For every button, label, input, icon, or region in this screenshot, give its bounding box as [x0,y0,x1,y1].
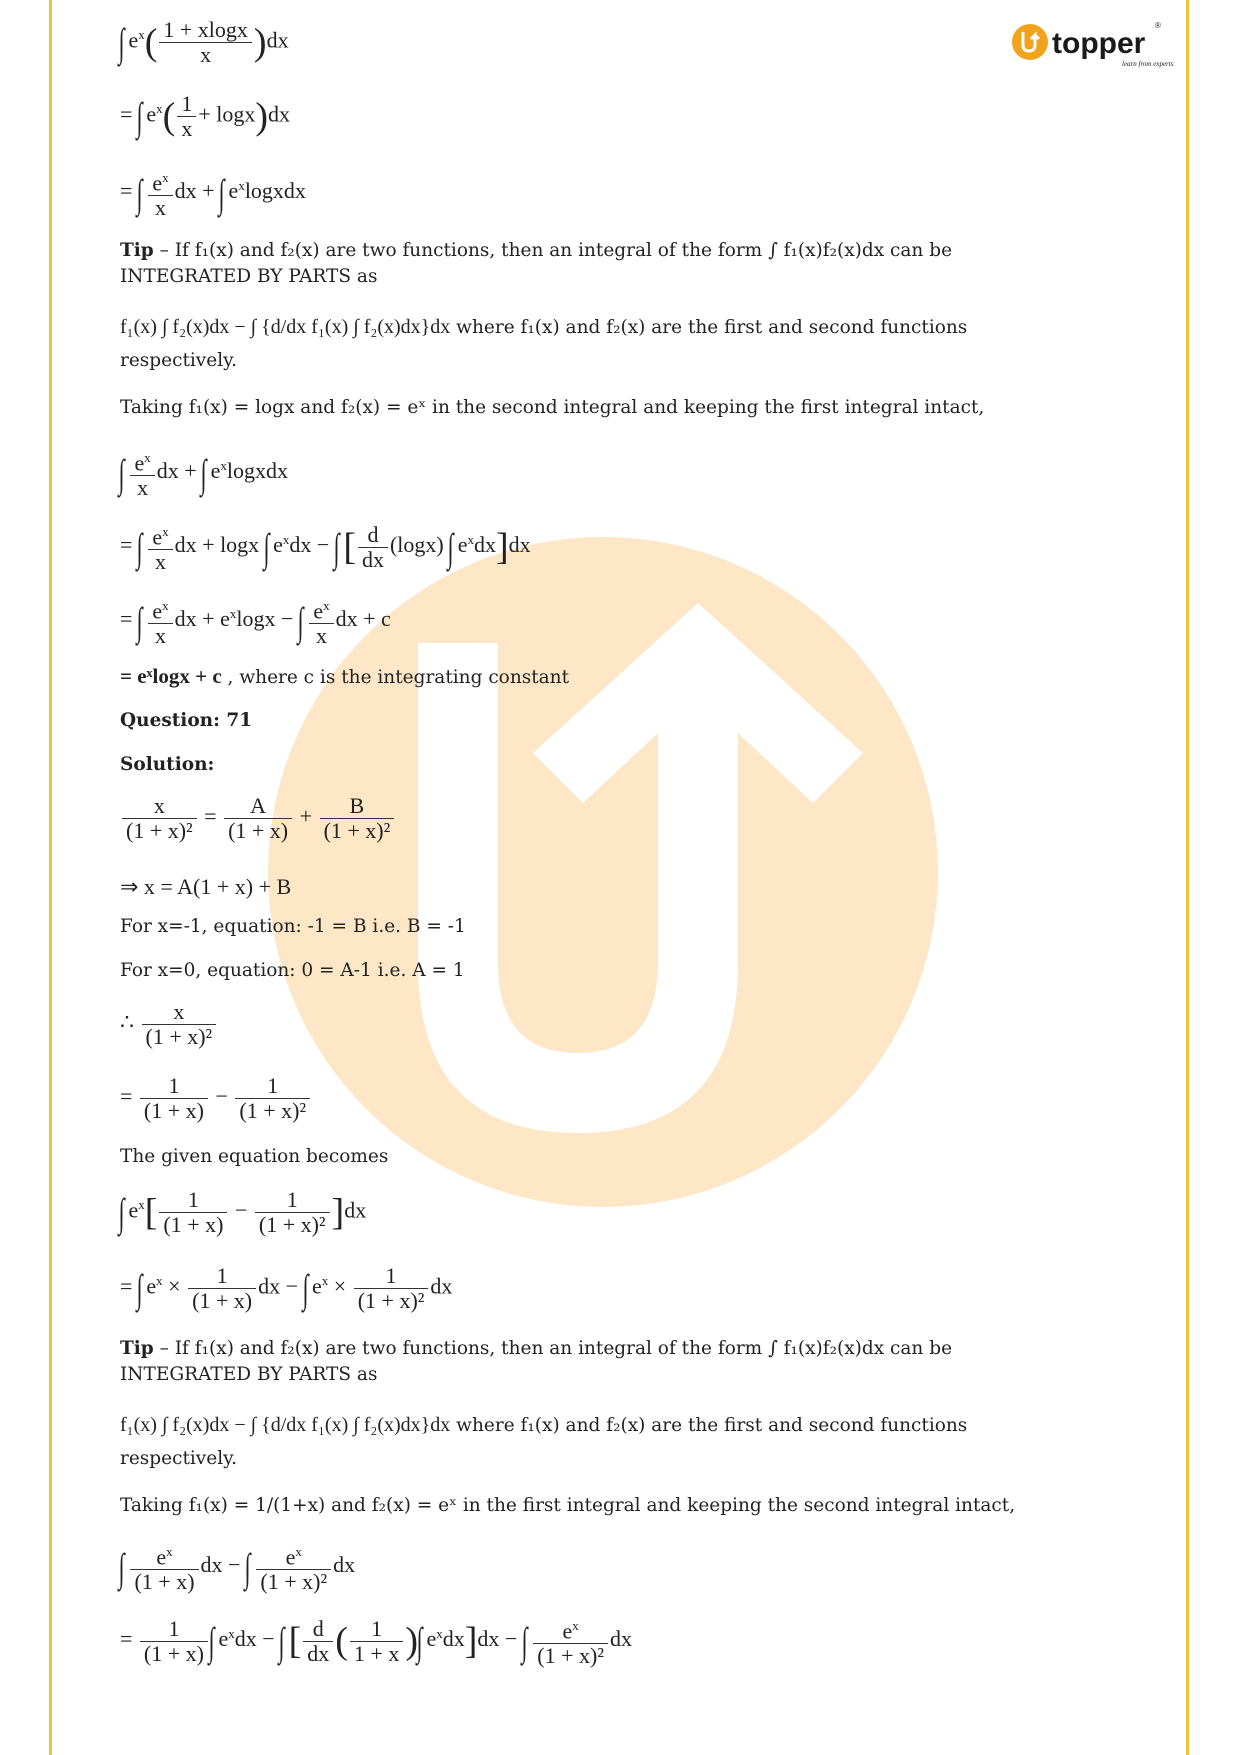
parts-formula: f₁(x) ∫ f₂(x)dx − ∫ {d/dx f₁(x) ∫ f₂(x)dx}dx where f₁(x) and f₂(x) are the first and second functions [120,316,968,338]
equation-line: For x=-1, equation: -1 = B i.e. B = -1 [120,916,466,937]
tip-text: Tip – If f₁(x) and f₂(x) are two functions, then an integral of the form ∫ f₁(x)f₂(x)dx can be [120,240,953,261]
solution-heading: Solution: [120,754,215,775]
equation-line: ∫ $e^x$( $\frac{1 + xlogx}{x}$ )dx [118,17,289,67]
svg-text:learn from experts: learn from experts [1122,60,1174,68]
tip-text-continued: INTEGRATED BY PARTS as [120,266,378,287]
result-line: = eˣlogx + c , where c is the integrating constant [120,664,570,688]
respectively-text: respectively. [120,1448,237,1469]
taking-text: Taking f₁(x) = logx and f₂(x) = eˣ in the second integral and keeping the first integral intact, [120,397,985,418]
right-border [1186,0,1189,1755]
equation-line: = $\frac{1}{(1 + x)}$ − $\frac{1}{\text{(1 + x)²}}$ [120,1074,312,1123]
given-text: The given equation becomes [120,1146,389,1167]
equation-line: ∫ $e^x$[ $\frac{1}{(1 + x)}$ − $\frac{1}{\text{(1 + x)²}}$ ]dx [118,1187,367,1237]
equation-line: $\frac{x}{\text{(1 + x)²}}$ = $\frac{A}{(1 + x)}$ + $\frac{B}{\text{(1 + x)²}}$ [120,794,396,843]
tip-text: Tip – If f₁(x) and f₂(x) are two functions, then an integral of the form ∫ f₁(x)f₂(x)dx can be [120,1338,953,1359]
taking-text: Taking f₁(x) = 1/(1+x) and f₂(x) = eˣ in the first integral and keeping the second integral intact, [120,1495,1016,1516]
svg-text:topper: topper [1052,27,1146,60]
equation-line: = ∫ $\frac{e^x}{x}$ dx + ∫ $e^xlogxdx$ [120,170,306,221]
respectively-text: respectively. [120,350,237,371]
equation-line: = ∫ $e^x$ × $\frac{1}{(1 + x)}$ dx − ∫ $e^x$ × $\frac{1}{\text{(1 + x)²}}$ dx [120,1263,453,1313]
equation-line: For x=0, equation: 0 = A-1 i.e. A = 1 [120,960,465,981]
tip-text-continued: INTEGRATED BY PARTS as [120,1364,378,1385]
equation-line: ∫ $\frac{e^x}{x}$ dx + ∫ $e^xlogxdx$ [118,450,289,501]
equation-line: = ∫ $e^x$( $\frac{1}{x}$ + logx)dx [120,91,290,141]
equation-line: ⇒ x = A(1 + x) + B [120,874,292,899]
parts-formula: f₁(x) ∫ f₂(x)dx − ∫ {d/dx f₁(x) ∫ f₂(x)dx}dx where f₁(x) and f₂(x) are the first and second functions [120,1414,968,1436]
question-heading: Question: 71 [120,710,253,731]
equation-line: = $\frac{1}{(1 + x)}$ ∫ $e^xdx$ − ∫ [ $\frac{d}{dx}$ ( $\frac{1}{1 + x}$ )∫ $e^xdx]dx$ − ∫ $\frac{e^x}{\text{(1 + x)²}}$ dx [120,1615,632,1669]
equation-line: ∫ $\frac{e^x}{(1 + x)}$ dx − ∫ $\frac{e^x}{\text{(1 + x)²}}$ dx [118,1544,356,1595]
equation-line: ∴ $\frac{x}{\text{(1 + x)²}}$ [120,1000,218,1049]
topper-logo [1010,20,1174,72]
equation-line: = ∫ $\frac{e^x}{x}$ dx + logx ∫ $e^xdx$ − ∫ [ $\frac{d}{dx}$ (logx) ∫ $e^xdx]dx$ [120,521,531,575]
svg-text:®: ® [1155,21,1161,30]
left-border [49,0,52,1755]
equation-line: = ∫ $\frac{e^x}{x}$ dx + $e^x\log x$ − ∫ $\frac{e^x}{x}$ dx + c [120,598,391,649]
